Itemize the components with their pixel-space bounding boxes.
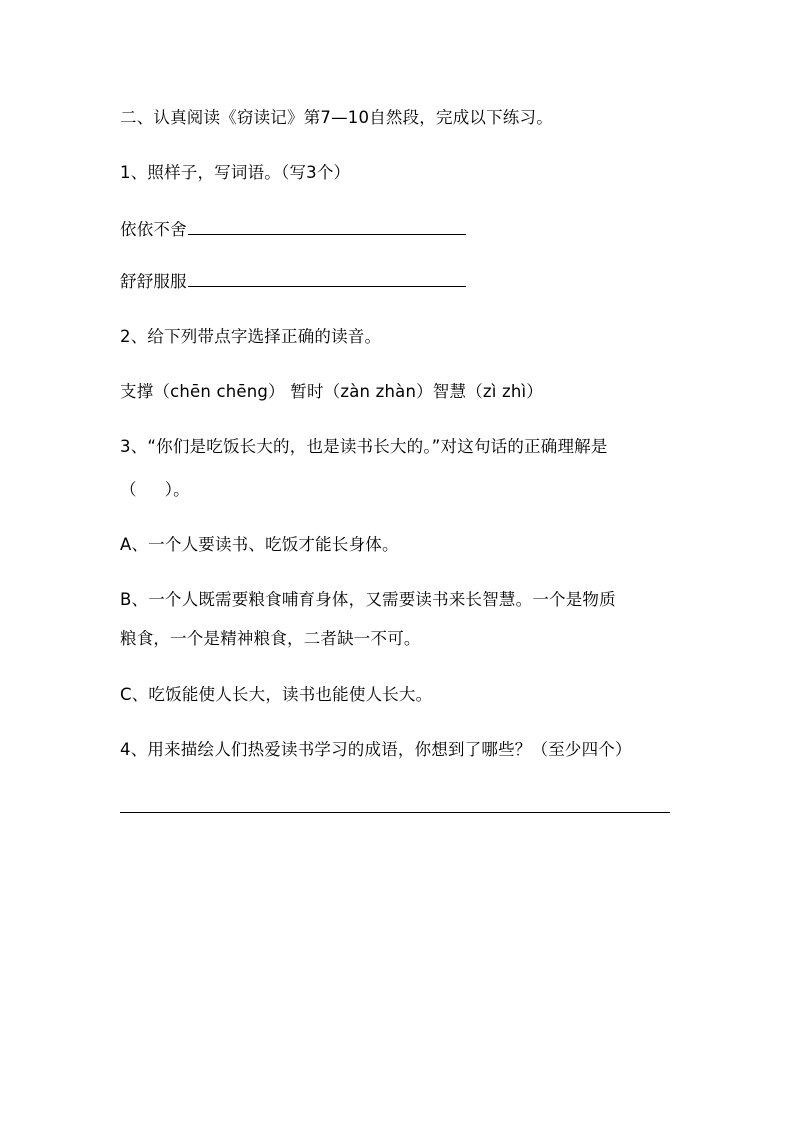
option-b-line-1: B、一个人既需要粮食哺育身体，又需要读书来长智慧。一个是物质 xyxy=(120,590,616,609)
question-1-prompt: 1、照样子，写词语。（写3个） xyxy=(120,163,351,182)
question-1-example-2 xyxy=(120,270,466,293)
question-2-items: 支撑（chēn chēng） 暂时（zàn zhàn）智慧（zì zhì） xyxy=(120,382,543,401)
answer-blank-1[interactable] xyxy=(188,218,466,235)
option-b-line-2: 粮食，一个是精神粮食，二者缺一不可。 xyxy=(120,629,421,648)
option-a: A、一个人要读书、吃饭才能长身体。 xyxy=(120,535,399,554)
question-1-example-1 xyxy=(120,218,466,241)
question-4-prompt: 4、用来描绘人们热爱读书学习的成语，你想到了哪些？（至少四个） xyxy=(120,740,632,759)
paren-open: （ xyxy=(120,480,137,499)
answer-blank-2[interactable] xyxy=(188,270,466,287)
section-title: 二、认真阅读《窃读记》第7—10自然段，完成以下练习。 xyxy=(120,108,553,127)
question-2-prompt: 2、给下列带点字选择正确的读音。 xyxy=(120,327,382,346)
example-word-1: 依依不舍 xyxy=(120,220,187,239)
question-3-answer-paren xyxy=(120,479,190,501)
paren-close: ）。 xyxy=(164,480,190,499)
example-word-2: 舒舒服服 xyxy=(120,272,187,291)
option-c: C、吃饭能使人长大，读书也能使人长大。 xyxy=(120,685,433,704)
answer-blank-long[interactable] xyxy=(120,812,670,813)
question-3-prompt: 3、“你们是吃饭长大的，也是读书长大的。”对这句话的正确理解是 xyxy=(120,437,608,456)
